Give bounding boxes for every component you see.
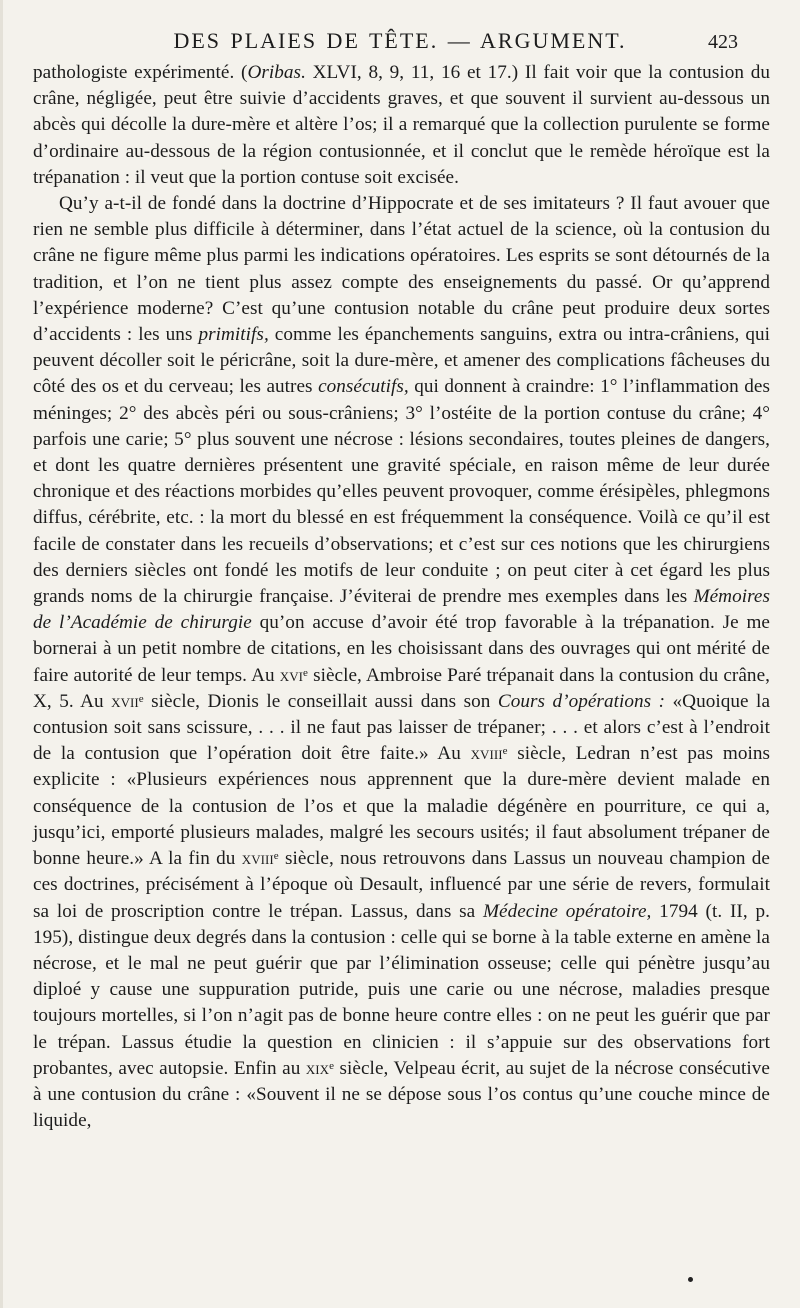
text-run: siècle, Ledran n’est pas moins explicite : «Plusieurs expériences nous apprennent que la dure-mère devient malade en conséquence de la contusion de l’os et que la maladie dégénère en pourriture, ce qui a, jusqu’ici, emporté plusieurs malades, malgré les secours usités; il faut absolument trépaner de bonne heure.» A la fin du	[33, 743, 771, 870]
century-suffix: e	[303, 666, 308, 679]
text-run: qui donnent à craindre: 1° l’inflammation des méninges; 2° des abcès péri ou sous-crâniens; 3° l’ostéite de la portion contuse du crâne; 4° parfois une carie; 5° plus souvent une nécrose : lésions secondaires, toutes pleines de dangers, et dont les quatre dernières présentent une gravité spéciale, en raison même de leur durée chronique et des réactions morbides qu’elles peuvent provoquer, comme érésipèles, phlegmons diffus, cérébrite, etc. : la mort du blessé en est fréquemment la conséquence. Voilà ce qu’il est facile de constater dans les recueils d’observations; et c’est sur ces notions que les chirurgiens des derniers siècles ont fondé les motifs de leur conduite ; on peut citer à cet égard les plus grands noms de la chirurgie française. J’éviterai de prendre mes exemples dans les	[33, 376, 770, 608]
italic-title: Mémoires de l’Académie de chirurgie	[33, 586, 770, 634]
text-run: qu’on accuse d’avoir été trop favorable à la trépanation. Je me bornerai à un petit nombre de citations, en les choisissant dans des ouvrages qui ont mérité de faire autorité de leur temps. Au	[33, 612, 770, 686]
italic-title: Cours d’opérations :	[497, 690, 666, 712]
century-suffix: e	[138, 692, 144, 705]
italic-title: Médecine opératoire,	[483, 900, 652, 922]
text-run: comme les épanchements sanguins, extra ou intra-crâniens, qui peuvent décoller soit le péricrâne, soit la dure-mère, et amener des complications fâcheuses du côté des os et du cerveau; les autres	[33, 324, 770, 398]
century-suffix: e	[329, 1059, 335, 1072]
text-run: siècle, nous retrouvons dans Lassus un nouveau champion de ces doctrines, précisément à l’époque où Desault, influencé par une série de revers, formulait sa loi de proscription contre le trépan. Lassus, dans sa	[33, 848, 770, 922]
text-run: siècle, Velpeau écrit, au sujet de la nécrose consécutive à une contusion du crâne : «Souvent il ne se dépose sous l’os contus qu’une couche mince de liquide,	[33, 1057, 770, 1132]
century-numeral: xviii	[241, 848, 274, 870]
page-edge	[0, 0, 3, 1308]
running-title: DES PLAIES DE TÊTE. — ARGUMENT.	[173, 28, 627, 53]
text-run: siècle, Dionis le conseillait aussi dans son	[143, 690, 498, 712]
text-run: XLVI, 8, 9, 11, 16 et 17.) Il fait voir que la contusion du crâne, négligée, peut être suivie d’accidents graves, et que souvent il survient au-dessous un abcès qui décolle la dure-mère et altère l’os; il a remarqué que la collection purulente se forme d’ordinaire au-dessous de la région contusionnée, et il conclut que le remède héroïque est la trépanation : il veut que la portion contuse soit excisée.	[33, 62, 770, 188]
italic-term: consécutifs,	[318, 376, 409, 398]
paragraph-hippocrate	[33, 191, 770, 1134]
text-run: «Quoique la contusion soit sans scissure, . . . il ne faut pas laisser de trépaner; . . . et alors c’est à l’endroit de la contusion que l’opération doit être faite.» Au	[33, 690, 771, 765]
text-run: siècle, Ambroise Paré trépanait dans la contusion du crâne, X, 5. Au	[33, 664, 770, 712]
body-text	[33, 60, 770, 1134]
italic-term: primitifs,	[198, 324, 269, 346]
text-run: pathologiste expérimenté. (	[33, 62, 248, 83]
text-run: Qu’y a-t-il de fondé dans la doctrine d’Hippocrate et de ses imitateurs ? Il faut avouer que rien ne semble plus difficile à déterminer, dans l’état actuel de la science, où la contusion du crâne ne figure même plus parmi les indications opératoires. Les esprits se sont détournés de la tradition, et l’on ne tient plus assez compte des enseignements du passé. Or qu’apprend l’expérience moderne? C’est qu’une contusion notable du crâne peut produire deux sortes d’accidents : les uns	[33, 193, 770, 346]
century-numeral: xvi	[279, 664, 304, 686]
running-head	[0, 28, 800, 58]
italic-citation: Oribas.	[247, 62, 306, 83]
ink-speck	[688, 1277, 693, 1282]
century-suffix: e	[502, 745, 508, 758]
century-suffix: e	[273, 850, 279, 863]
century-numeral: xviii	[470, 743, 503, 765]
page-number: 423	[708, 31, 738, 53]
century-numeral: xix	[305, 1057, 330, 1079]
century-numeral: xvii	[111, 690, 139, 712]
text-run: 1794 (t. II, p. 195), distingue deux degrés dans la contusion : celle qui se borne à la table externe en amène la nécrose, et le mal ne peut guérir que par l’élimination osseuse; celle qui pénètre jusqu’au diploé y cause une suppuration putride, puis une carie ou une nécrose, maladies presque toujours mortelles, si l’on n’agit pas de bonne heure contre elles : on ne peut les guérir que par le trépan. Lassus étudie la question en clinicien : il s’appuie sur des observations fort probantes, avec autopsie. Enfin au	[33, 900, 770, 1079]
paragraph-oribase	[33, 60, 770, 191]
